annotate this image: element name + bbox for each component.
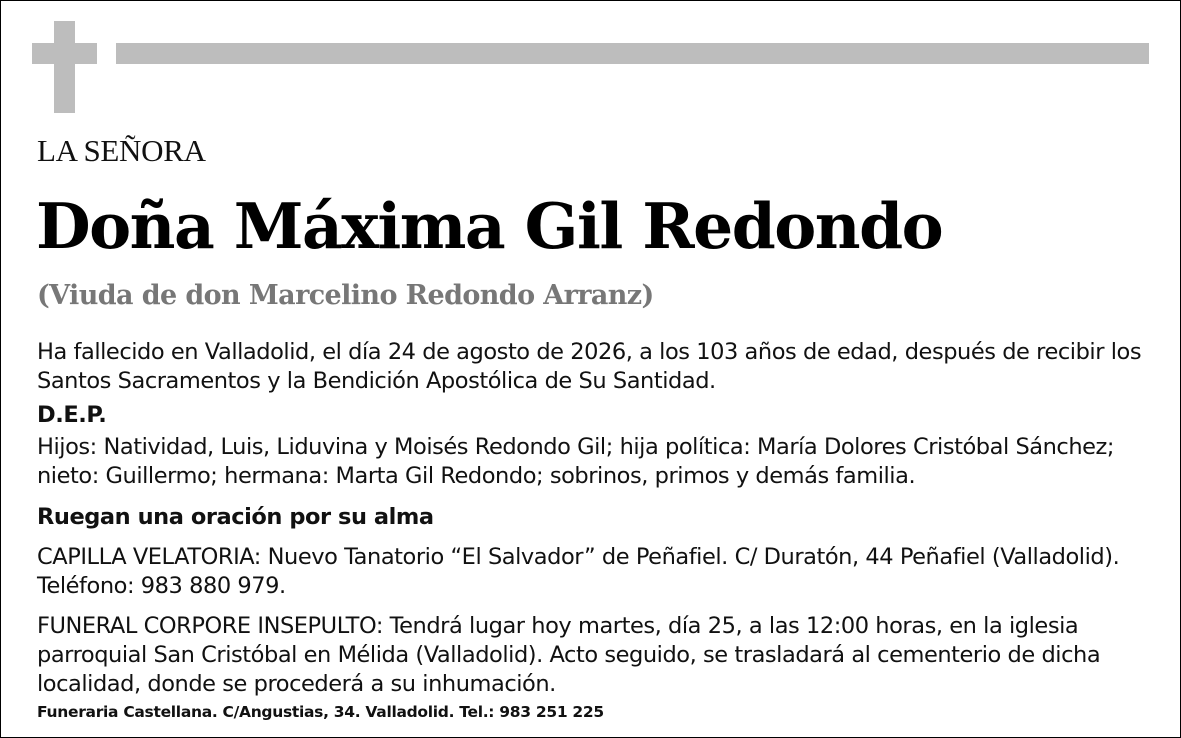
chapel-info: CAPILLA VELATORIA: Nuevo Tanatorio “El Salvador” de Peñafiel. C/ Duratón, 44 Peñafiel (Valladolid). Teléfono: 983 880 979. <box>37 544 1120 599</box>
funeral-info: FUNERAL CORPORE INSEPULTO: Tendrá lugar hoy martes, día 25, a las 12:00 horas, en la iglesia parroquial San Cristóbal en Mélida (Valladolid). Acto seguido, se trasladará al cementerio de dicha localidad, donde se procederá a su inhumación. <box>37 613 1101 697</box>
cross-icon <box>32 21 97 113</box>
family-list: Hijos: Natividad, Luis, Liduvina y Moisés Redondo Gil; hija política: María Dolores Cristóbal Sánchez; nieto: Guillermo; hermana: Marta Gil Redondo; sobrinos, primos y demás familia. <box>37 434 1115 489</box>
header-rule <box>116 43 1149 64</box>
death-announcement: Ha fallecido en Valladolid, el día 24 de agosto de 2026, a los 103 años de edad, después de recibir los Santos Sacramentos y la Bendición Apostólica de Su Santidad. <box>37 339 1142 394</box>
dep-label: D.E.P. <box>37 402 107 428</box>
deceased-name: Doña Máxima Gil Redondo <box>36 189 943 263</box>
prayer-request: Ruegan una oración por su alma <box>37 504 434 530</box>
funeral-home-footer: Funeraria Castellana. C/Angustias, 34. Valladolid. Tel.: 983 251 225 <box>37 703 604 721</box>
honorific-title: LA SEÑORA <box>37 133 206 168</box>
widow-of-line: (Viuda de don Marcelino Redondo Arranz) <box>37 280 654 311</box>
